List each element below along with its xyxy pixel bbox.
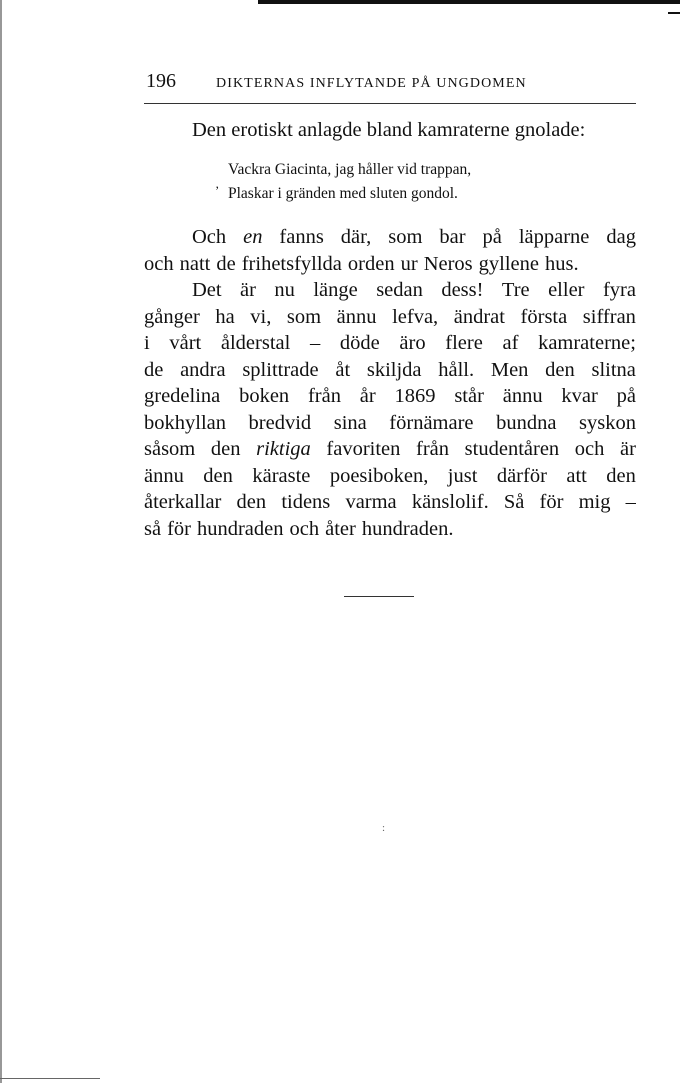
word: ännu: [336, 305, 377, 328]
word: slitna: [591, 358, 636, 381]
word: de: [144, 358, 164, 381]
word: ännu: [502, 385, 543, 407]
text-line: [144, 463, 636, 490]
text-line: [144, 436, 636, 463]
word: riktiga: [256, 438, 311, 460]
word: mig: [578, 491, 611, 513]
word: fanns: [279, 226, 324, 248]
word: i: [144, 332, 150, 354]
word: Tre: [501, 279, 530, 301]
page-number: 196: [146, 70, 176, 92]
text-line: [144, 516, 636, 543]
word: ändrat: [453, 305, 505, 328]
word: från: [416, 438, 450, 460]
word: flere: [445, 332, 483, 354]
verse-block: [228, 158, 471, 206]
verse-line: Vackra Giacinta, jag håller vid trappan,: [228, 161, 472, 178]
word: är: [240, 279, 256, 301]
word: ur: [400, 252, 418, 275]
word: där,: [340, 226, 372, 248]
word: 1869: [394, 385, 436, 407]
word: förnämare: [389, 411, 474, 434]
intro-line: Den erotiskt anlagde bland kamraterne gnolade:: [192, 119, 586, 141]
word: och: [574, 438, 605, 460]
word: på: [482, 226, 502, 248]
word: natt: [179, 252, 211, 275]
word: en: [243, 226, 263, 248]
word: som: [286, 305, 322, 328]
word: den: [203, 464, 233, 487]
word: äro: [399, 332, 426, 354]
word: bar: [439, 226, 466, 248]
word: bundna: [496, 411, 557, 434]
text-line: [144, 357, 636, 384]
text-line: [144, 489, 636, 516]
text-line: [144, 251, 636, 278]
word: länge: [313, 279, 358, 301]
word: ha: [215, 305, 235, 328]
word: sina: [333, 411, 367, 434]
word: att: [566, 464, 587, 487]
word: Och: [192, 226, 227, 248]
page-header: [144, 68, 636, 98]
word: tidens: [281, 491, 331, 513]
text-line: [144, 304, 636, 331]
word: käraste: [252, 464, 311, 487]
scan-edge-top: [258, 0, 680, 4]
word: såsom: [144, 438, 196, 460]
word: håll.: [438, 358, 475, 381]
word: första: [520, 305, 568, 328]
word: gånger: [144, 305, 200, 328]
stray-mark: :: [382, 822, 386, 834]
word: favoriten: [326, 438, 401, 460]
word: bredvid: [248, 411, 312, 434]
word: så: [144, 517, 162, 540]
text-line: [144, 330, 636, 357]
word: boken: [239, 385, 290, 407]
verse-line: Plaskar i gränden med sluten gondol.: [228, 185, 458, 202]
word: den: [210, 438, 241, 460]
end-rule: [344, 596, 414, 597]
word: nu: [274, 279, 295, 301]
word: andra: [180, 358, 226, 381]
word: varma: [345, 491, 397, 513]
word: frihetsfyllda: [241, 252, 342, 275]
word: år: [359, 385, 376, 407]
word: åt: [335, 358, 351, 381]
word: siffran: [582, 305, 636, 328]
word: är: [620, 438, 636, 460]
verse-mark: ‚: [215, 176, 220, 191]
word: döde: [339, 332, 380, 354]
word: –: [310, 332, 321, 354]
scan-edge-tick: [668, 12, 680, 14]
word: och: [144, 252, 174, 275]
word: den: [606, 464, 636, 487]
text-line: [144, 383, 636, 410]
word: Så: [503, 491, 525, 513]
word: återkallar: [144, 491, 222, 513]
word: –: [625, 491, 636, 513]
word: sedan: [376, 279, 423, 301]
word: vårt: [169, 332, 202, 354]
word: den: [545, 358, 575, 381]
word: för: [539, 491, 564, 513]
text-line: [144, 410, 636, 437]
running-head: DIKTERNAS INFLYTANDE PÅ UNGDOMEN: [216, 76, 527, 91]
word: läpparne: [518, 226, 590, 248]
word: syskon: [578, 411, 636, 434]
word: åter: [325, 517, 356, 540]
word: studentåren: [464, 438, 560, 460]
word: hundraden.: [361, 517, 454, 540]
word: eller: [548, 279, 585, 301]
body-text: [144, 224, 636, 542]
word: på: [616, 385, 636, 407]
word: poesiboken,: [329, 464, 429, 487]
word: som: [388, 226, 423, 248]
word: ålderstal: [220, 332, 291, 354]
word: ännu: [144, 464, 184, 487]
scan-edge-left: [0, 0, 2, 1083]
word: gredelina: [144, 385, 221, 407]
word: kamraterne;: [538, 332, 636, 354]
word: kvar: [561, 385, 598, 407]
word: just: [447, 464, 478, 487]
word: hus.: [545, 252, 579, 275]
word: gyllene: [478, 252, 539, 275]
word: dag: [606, 226, 636, 248]
word: står: [454, 385, 484, 407]
word: och: [289, 517, 320, 540]
scan-edge-bottom: [0, 1078, 100, 1079]
word: bokhyllan: [144, 411, 226, 434]
text-line: [144, 277, 636, 304]
text-line: [144, 224, 636, 251]
word: Neros: [423, 252, 473, 275]
header-rule: [144, 103, 636, 104]
word: splittrade: [242, 358, 319, 381]
word: af: [502, 332, 519, 354]
word: fyra: [602, 279, 636, 301]
word: därför: [496, 464, 547, 487]
word: dess!: [441, 279, 484, 301]
word: lefva,: [392, 305, 439, 328]
word: för: [167, 517, 191, 540]
word: orden: [347, 252, 395, 275]
word: från: [307, 385, 341, 407]
word: den: [236, 491, 267, 513]
word: känslolif.: [411, 491, 489, 513]
word: de: [216, 252, 236, 275]
word: Men: [490, 358, 529, 381]
word: Det: [192, 279, 222, 301]
word: hundraden: [196, 517, 284, 540]
word: vi,: [250, 305, 272, 328]
word: skiljda: [366, 358, 422, 381]
